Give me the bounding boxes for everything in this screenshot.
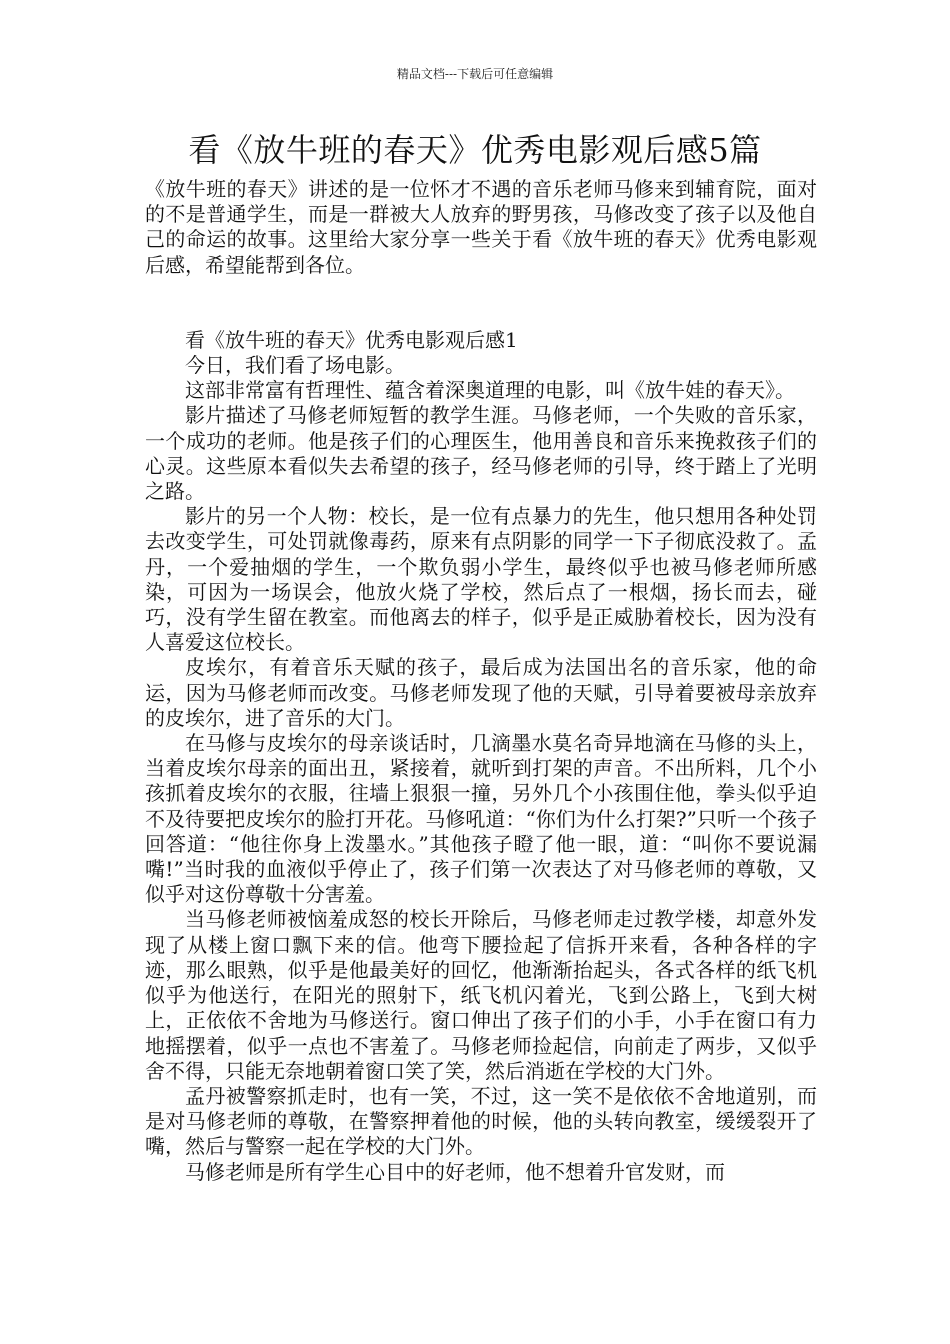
body-paragraph: 孟丹被警察抓走时，也有一笑，不过，这一笑不是依依不舍地道别，而是对马修老师的尊敬，在警察押着他的时候，他的头转向教室，缓缓裂开了嘴，然后与警察一起在学校的大门外。 <box>145 1083 817 1159</box>
document-title: 看《放牛班的春天》优秀电影观后感5篇 <box>188 131 762 169</box>
body-paragraph: 在马修与皮埃尔的母亲谈话时，几滴墨水莫名奇异地滴在马修的头上，当着皮埃尔母亲的面出丑，紧接着，就听到打架的声音。不出所料，几个小孩抓着皮埃尔的衣服，往墙上狠狠一撞，另外几个小孩围住他，拳头似乎迫不及待要把皮埃尔的脸打开花。马修吼道：“你们为什么打架?”只听一个孩子回答道：“他往你身上泼墨水。”其他孩子瞪了他一眼，道：“叫你不要说漏嘴!”当时我的血液似乎停止了，孩子们第一次表达了对马修老师的尊敬，又似乎对这份尊敬十分害羞。 <box>145 731 817 907</box>
paragraph-spacer <box>145 278 817 328</box>
body-paragraph: 影片描述了马修老师短暂的教学生涯。马修老师，一个失败的音乐家，一个成功的老师。他是孩子们的心理医生，他用善良和音乐来挽救孩子们的心灵。这些原本看似失去希望的孩子，经马修老师的引导，终于踏上了光明之路。 <box>145 403 817 504</box>
body-paragraph: 今日，我们看了场电影。 <box>185 353 405 378</box>
body-paragraph: 当马修老师被恼羞成怒的校长开除后，马修老师走过教学楼，却意外发现了从楼上窗口飘下来的信。他弯下腰捡起了信拆开来看，各种各样的字迹，那么眼熟，似乎是他最美好的回忆，他渐渐抬起头，各式各样的纸飞机似乎为他送行，在阳光的照射下，纸飞机闪着光，飞到公路上，飞到大树上，正依依不舍地为马修送行。窗口伸出了孩子们的小手，小手在窗口有力地摇摆着，似乎一点也不害羞了。马修老师捡起信，向前走了两步，又似乎舍不得，只能无奈地朝着窗口笑了笑，然后消逝在学校的大门外。 <box>145 907 817 1083</box>
document-body <box>145 177 817 1185</box>
body-paragraph: 皮埃尔，有着音乐天赋的孩子，最后成为法国出名的音乐家，他的命运，因为马修老师而改变。马修老师发现了他的天赋，引导着要被母亲放弃的皮埃尔，进了音乐的大门。 <box>145 655 817 730</box>
body-paragraph: 影片的另一个人物：校长，是一位有点暴力的先生，他只想用各种处罚去改变学生，可处罚就像毒药，原来有点阴影的同学一下子彻底没救了。孟丹，一个爱抽烟的学生，一个欺负弱小学生，最终似乎也被马修老师所感染，可因为一场误会，他放火烧了学校，然后点了一根烟，扬长而去，碰巧，没有学生留在教室。而他离去的样子，似乎是正威胁着校长，因为没有人喜爱这位校长。 <box>145 504 817 655</box>
intro-paragraph: 《放牛班的春天》讲述的是一位怀才不遇的音乐老师马修来到辅育院，面对的不是普通学生，而是一群被大人放弃的野男孩，马修改变了孩子以及他自己的命运的故事。这里给大家分享一些关于看《放牛班的春天》优秀电影观后感，希望能帮到各位。 <box>145 177 817 277</box>
section-heading: 看《放牛班的春天》优秀电影观后感1 <box>185 327 518 352</box>
body-paragraph: 这部非常富有哲理性、蕴含着深奥道理的电影，叫《放牛娃的春天》。 <box>185 378 795 403</box>
body-paragraph: 马修老师是所有学生心目中的好老师，他不想着升官发财，而 <box>185 1159 725 1184</box>
header-note: 精品文档---下载后可任意编辑 <box>396 67 554 81</box>
